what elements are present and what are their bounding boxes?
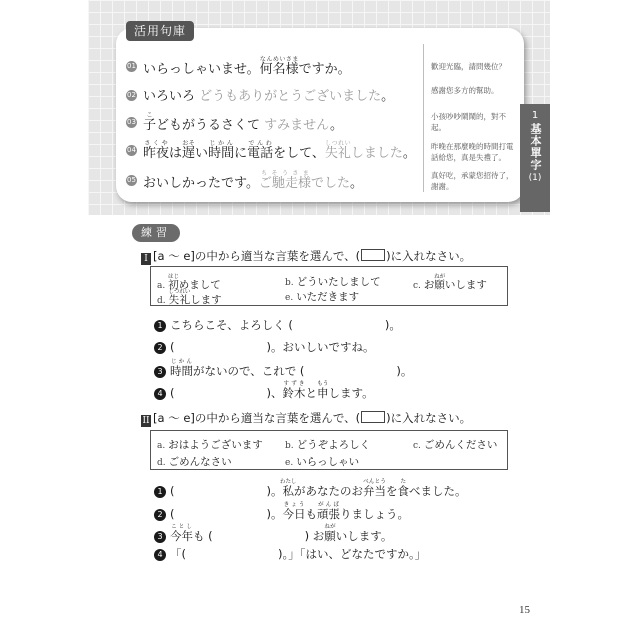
option-item: c. ごめんください [413,439,498,451]
question-item: 1 こちらこそ、よろしく ( )。 [154,317,401,333]
question-item: 4 ( )、鈴木すずきと申もうします。 [154,381,374,401]
instruction-text-before: [a ～ e]の中から適当な言葉を選んで、( [153,249,361,263]
instruction-text-after: )に入れなさい。 [386,411,472,425]
phrase-number-icon: 04 [127,146,136,154]
chapter-sub: (1) [528,173,542,183]
phrase-japanese: いらっしゃいませ。何名様なんめいさまですか。 [143,56,351,77]
question-item: 3 時間じかんがないので、これで ( )。 [154,359,412,379]
chapter-number: 1 [531,110,539,121]
question-item: 3 今年ことしも ( ) お願ねがいします。 [154,524,392,544]
phrase-row [126,81,422,109]
phrase-japanese: 子こどもがうるさくて すみません。 [143,112,343,133]
options-box [150,266,508,306]
option-item: d. 失礼しつれいします [157,289,222,306]
phrase-number-icon: 02 [127,91,136,99]
phrase-japanese: いろいろ どうもありがとうございました。 [143,89,395,104]
roman-numeral-icon: II [142,416,150,426]
question-number-icon: 2 [154,342,166,354]
phrase-japanese: 昨夜さくやは遅おそい時間じかんに電話でんわをして、失礼しつれいしました。 [143,140,416,161]
phrase-number-icon: 03 [127,118,136,126]
question-number-icon: 3 [154,531,166,543]
phrase-translation: 昨晚在那麼晚的時間打電話給您，真是失禮了。 [431,142,514,162]
question-number-icon: 4 [154,549,166,561]
chapter-label: 基本單字 [529,123,542,171]
phrase-box [116,24,524,202]
phrase-number-icon: 05 [127,176,136,184]
question-item: 4 「( )。」「はい、どなたですか。」 [154,546,426,562]
option-item: b. どうぞよろしく [285,439,371,451]
option-item: b. どういたしまして [285,276,381,288]
phrase-translation: 歡迎光臨，請問幾位？ [431,62,506,71]
question-number-icon: 4 [154,388,166,400]
phrase-number-icon: 01 [127,62,136,70]
section-instruction [141,410,471,427]
phrase-divider [423,44,424,192]
phrase-row [126,166,422,194]
phrase-row [126,52,422,80]
page-number: 15 [519,604,530,616]
question-number-icon: 1 [154,486,166,498]
option-item: a. 初はじめまして [157,274,221,291]
option-item: e. いらっしゃい [285,456,360,468]
option-item: d. ごめんなさい [157,456,232,468]
phrase-translation: 感謝您多方的幫助。 [431,86,499,95]
blank-box-icon [361,249,385,261]
section-instruction [141,248,471,265]
question-item: 2 ( )。今日きょうも頑張がんばりましょう。 [154,502,409,522]
question-number-icon: 2 [154,509,166,521]
option-item: e. いただきます [285,291,360,303]
roman-numeral-icon: I [141,253,151,265]
practice-badge: 練習 [132,224,180,242]
question-number-icon: 3 [154,366,166,378]
options-box [150,430,508,470]
phrase-row [126,136,422,164]
phrase-translation: 小孩吵吵鬧鬧的，對不起。 [431,112,506,132]
phrase-row [126,108,422,136]
question-number-icon: 1 [154,320,166,332]
option-item: a. おはようございます [157,439,263,451]
phrase-translation: 真好吃，承蒙您招待了，謝謝。 [431,171,514,191]
question-item: 2 ( )。おいしいですね。 [154,339,374,355]
instruction-text-after: )に入れなさい。 [386,249,472,263]
option-item: c. お願ねがいします [413,274,487,291]
blank-box-icon [361,411,385,423]
phrase-box-title: 活用句庫 [126,21,194,41]
chapter-tab [520,104,550,212]
question-item: 1 ( )。私わたしがあなたのお弁当べんとうを食たべました。 [154,479,467,499]
phrase-japanese: おいしかったです。ご馳走様ちそうさまでした。 [143,170,364,191]
instruction-text-before: [a ～ e]の中から適当な言葉を選んで、( [153,411,361,425]
